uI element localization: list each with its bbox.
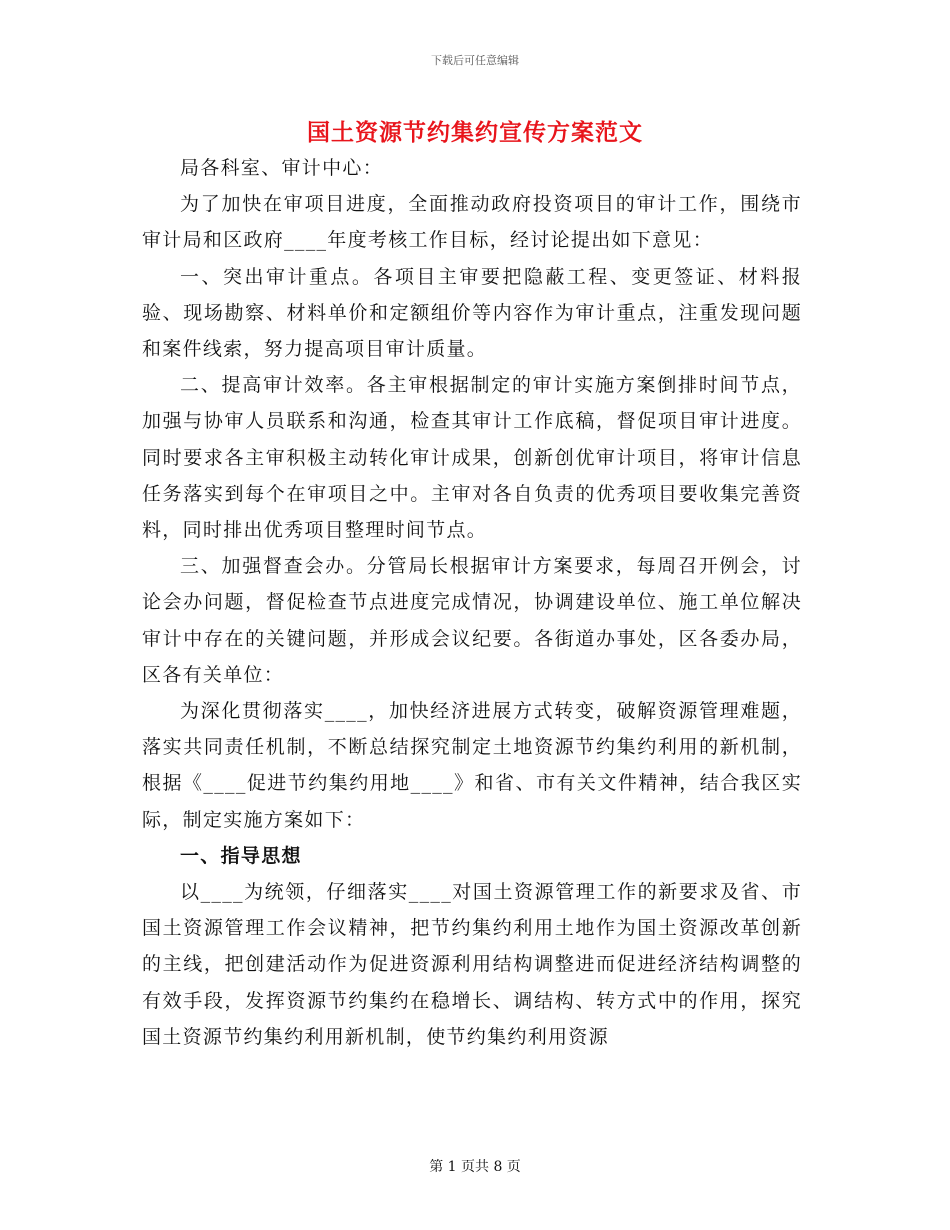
page-number-footer: 第 1 页共 8 页 [429,1159,521,1175]
page-header-note: 下载后可任意编辑 [431,54,519,67]
guiding-ideology-paragraph: 以____为统领，仔细落实____对国土资源管理工作的新要求及省、市国土资源管理工作会议精神，把节约集约利用土地作为国土资源改革创新的主线，把创建活动作为促进资源利用结构调整进而促进经济结构调整的有效手段，发挥资源节约集约在稳增长、调结构、转方式中的作用，探究国土资源节约集约利用新机制，使节约集约利用资源 [142,881,802,1048]
document-title: 国土资源节约集约宣传方案范文 [307,119,643,146]
intro-paragraph: 为了加快在审项目进度，全面推动政府投资项目的审计工作，围绕市审计局和区政府____年度考核工作目标，经讨论提出如下意见： [142,193,802,252]
section-heading-guiding-ideology: 一、指导思想 [180,844,302,867]
plan-intro-paragraph: 为深化贯彻落实____，加快经济进展方式转变，破解资源管理难题，落实共同责任机制，不断总结探究制定土地资源节约集约利用的新机制，根据《____促进节约集约用地____》和省、市有关文件精神，结合我区实际，制定实施方案如下： [142,700,802,831]
point-three-paragraph: 三、加强督查会办。分管局长根据审计方案要求，每周召开例会，讨论会办问题，督促检查节点进度完成情况，协调建设单位、施工单位解决审计中存在的关键问题，并形成会议纪要。各街道办事处，区各委办局，区各有关单位： [142,555,802,686]
point-two-paragraph: 二、提高审计效率。各主审根据制定的审计实施方案倒排时间节点，加强与协审人员联系和沟通，检查其审计工作底稿，督促项目审计进度。同时要求各主审积极主动转化审计成果，创新创优审计项目，将审计信息任务落实到每个在审项目之中。主审对各自负责的优秀项目要收集完善资料，同时排出优秀项目整理时间节点。 [142,374,802,542]
salutation-paragraph: 局各科室、审计中心： [180,157,384,179]
point-one-paragraph: 一、突出审计重点。各项目主审要把隐蔽工程、变更签证、材料报验、现场勘察、材料单价和定额组价等内容作为审计重点，注重发现问题和案件线索，努力提高项目审计质量。 [142,265,802,361]
document-body [142,150,802,1055]
